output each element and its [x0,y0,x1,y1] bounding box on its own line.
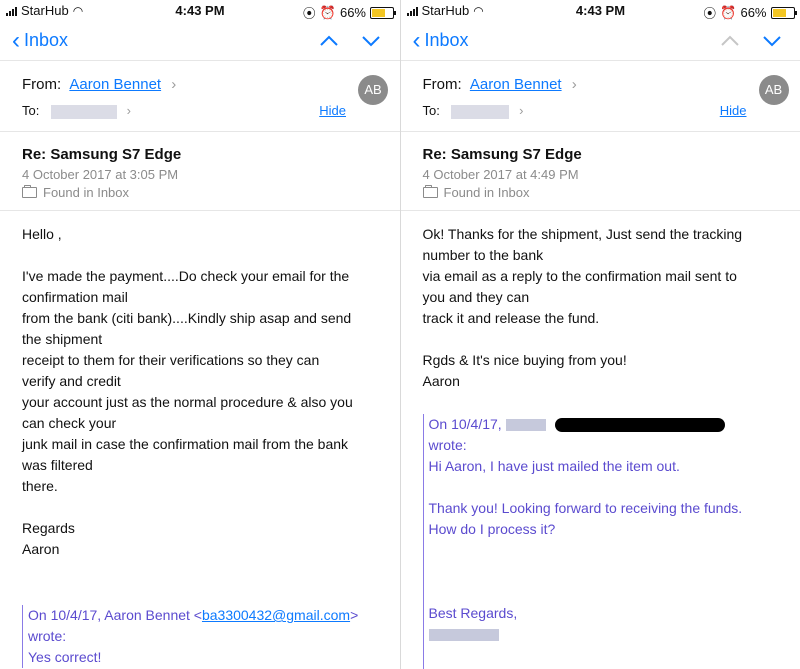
subject-block [0,132,400,211]
chevron-right-icon: › [126,103,131,118]
quote-line: How do I process it? [428,521,556,537]
blank-line [22,245,382,266]
back-label: Inbox [424,30,469,50]
status-right [703,3,794,22]
chevron-right-icon: › [519,103,524,118]
mailbox-location [22,185,129,200]
nav-bar [0,22,400,61]
previous-message-button[interactable] [318,30,340,52]
quote-line: Hi Aaron, I have just mailed the item out. [428,458,680,474]
message-body [423,224,783,392]
battery-percent: 66% [339,5,366,20]
email-pane-right [400,0,800,669]
quote-line: Thank you! Looking forward to receiving the funds. [428,500,743,516]
subject-title: Re: Samsung S7 Edge [22,146,182,163]
status-bar [401,0,800,22]
status-bar [0,0,400,22]
body-line: your account just as the normal procedure & also you [22,394,353,410]
folder-icon [423,187,438,198]
body-line: was filtered [22,457,93,473]
next-message-button[interactable] [360,30,382,52]
hide-details-link[interactable]: Hide [719,103,747,118]
to-row [423,103,524,119]
body-line: from the bank (citi bank)....Kindly ship asap and send [22,310,352,326]
message-date: 4 October 2017 at 4:49 PM [422,167,579,182]
redacted-email [555,418,725,432]
rotation-lock-icon: ⦿ [302,6,316,21]
chevron-up-icon [318,30,340,52]
wifi-icon: ◠ [473,3,484,18]
from-label: From: [422,76,462,93]
to-label: To: [22,103,40,118]
from-label: From: [22,76,62,93]
status-right [303,3,394,22]
avatar[interactable]: AB [759,75,789,105]
back-to-inbox-button[interactable] [412,26,469,54]
body-line: can check your [22,415,117,431]
body-line: the shipment [22,331,103,347]
sender-name-link[interactable]: Aaron Bennet [69,76,162,93]
chevron-down-icon [761,30,783,52]
back-to-inbox-button[interactable] [12,26,69,54]
subject-title: Re: Samsung S7 Edge [422,146,582,163]
blank-line [423,329,783,350]
back-label: Inbox [24,30,69,50]
body-line: track it and release the fund. [422,310,600,326]
avatar[interactable]: AB [358,75,388,105]
chevron-left-icon: ‹ [412,26,421,54]
battery-fill [773,9,786,17]
body-line: confirmation mail [22,289,128,305]
nav-bar [401,22,800,61]
mailbox-location [423,185,530,200]
clock: 4:43 PM [175,3,225,18]
quote-attribution [28,605,388,626]
battery-fill [372,9,385,17]
clock: 4:43 PM [575,3,626,18]
quote-prefix: On 10/4/17, [428,416,502,432]
folder-icon [22,187,37,198]
sender-email-link[interactable]: ba3300432@gmail.com [201,607,351,623]
quote-line: wrote: [28,628,67,644]
message-header [0,61,400,132]
body-line: junk mail in case the confirmation mail from the bank [22,436,349,452]
body-line: Regards [22,520,75,536]
body-line: via email as a reply to the confirmation mail sent to [422,268,737,284]
battery-percent: 66% [740,5,767,20]
body-line: Ok! Thanks for the shipment, Just send the tracking [422,226,743,242]
to-row [22,103,131,119]
sender-name-link[interactable]: Aaron Bennet [469,76,562,93]
blank-line [429,540,789,561]
blank-line [429,582,789,603]
quote-signature-redacted [429,624,789,645]
body-line: there. [22,478,58,494]
quote-attribution [429,414,789,435]
carrier-label: StarHub [21,3,69,18]
recipient-redacted[interactable] [51,105,117,119]
quoted-reply [423,414,789,669]
body-line: Aaron [22,541,60,557]
chevron-right-icon: › [171,76,177,93]
wifi-icon: ◠ [72,3,84,18]
blank-line [429,561,789,582]
body-line: Hello , [22,226,62,242]
blank-line [22,497,382,518]
previous-message-button[interactable] [719,30,741,52]
hide-details-link[interactable]: Hide [319,103,346,118]
mailbox-location-label: Found in Inbox [43,185,130,200]
recipient-redacted[interactable] [451,105,509,119]
mailbox-location-label: Found in Inbox [443,185,530,200]
redacted-name [506,419,546,431]
to-label: To: [422,103,440,118]
subject-block [401,132,800,211]
battery-icon [370,7,394,19]
from-row [22,76,176,93]
quoted-reply [22,605,388,668]
quote-line: Best Regards, [428,605,518,621]
chevron-down-icon [360,30,382,52]
chevron-up-icon [719,30,741,52]
quote-line: Yes correct! [28,649,102,665]
carrier-label: StarHub [421,3,470,18]
chevron-left-icon: ‹ [12,26,20,54]
body-line: number to the bank [422,247,544,263]
alarm-icon: ⏰ [319,4,336,20]
body-line: Rgds & It's nice buying from you! [422,352,627,368]
chevron-right-icon: › [571,76,577,93]
from-row [423,76,577,93]
message-navigation [318,30,382,52]
body-line: I've made the payment....Do check your email for the [22,268,350,284]
next-message-button[interactable] [761,30,783,52]
message-body [22,224,382,560]
redacted-signature [429,629,499,641]
message-header [401,61,800,132]
quote-prefix: On 10/4/17, Aaron Bennet < [28,607,202,623]
body-line: receipt to them for their verifications so they can [22,352,320,368]
body-line: you and they can [422,289,530,305]
rotation-lock-icon: ⦿ [703,6,717,21]
battery-icon [771,7,795,19]
quote-suffix: > [350,607,359,623]
quote-line: wrote: [428,437,467,453]
body-line: verify and credit [22,373,121,389]
blank-line [429,477,789,498]
message-date: 4 October 2017 at 3:05 PM [22,167,179,182]
body-line: Aaron [422,373,460,389]
alarm-icon: ⏰ [720,4,737,20]
message-navigation [719,30,783,52]
